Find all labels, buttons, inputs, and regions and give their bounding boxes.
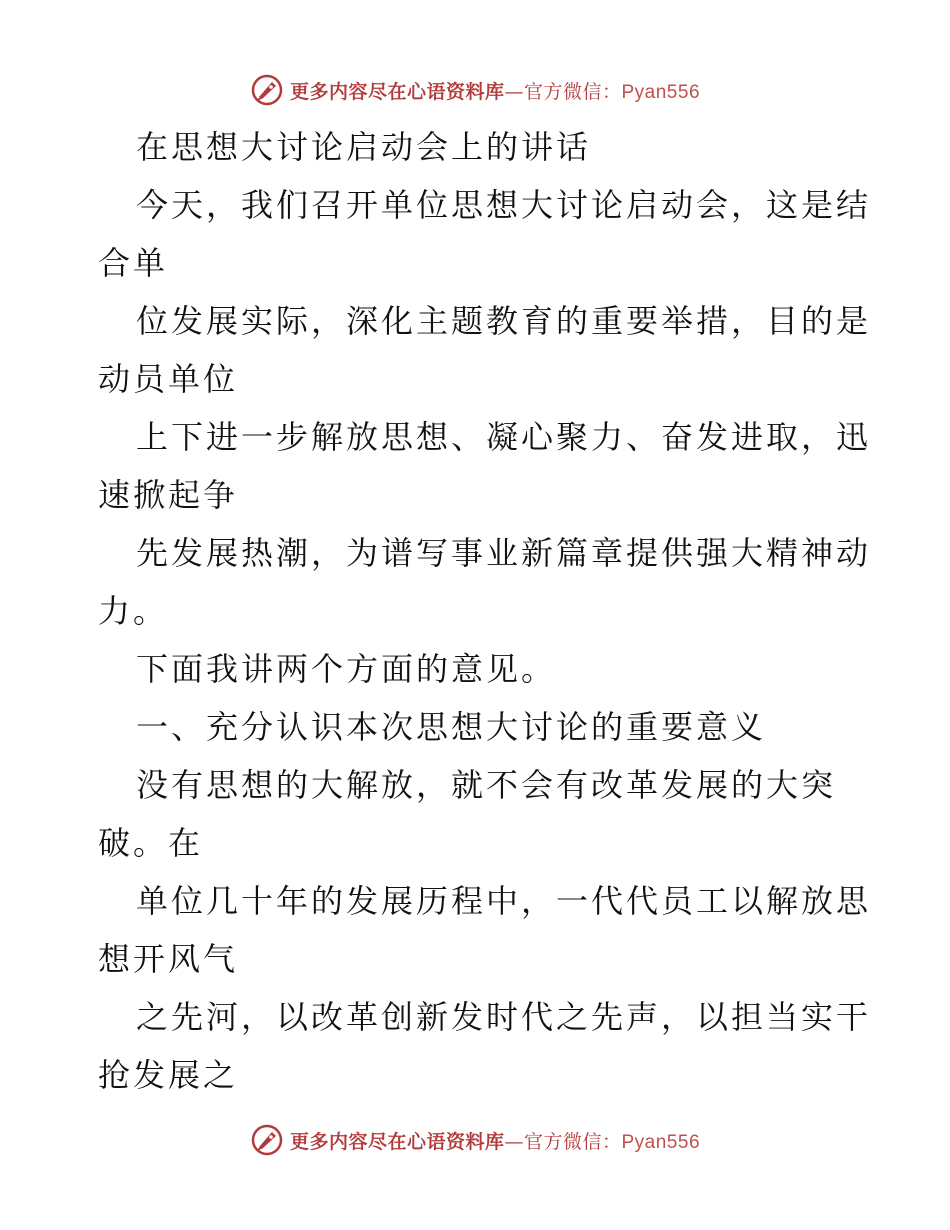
document-line: 合单 [98,244,169,282]
banner-separator: — [504,1130,524,1153]
document-line: 之先河，以改革创新发时代之先声，以担当实干 [136,998,872,1036]
document-line: 今天，我们召开单位思想大讨论启动会，这是结 [136,186,872,224]
document-line: 单位几十年的发展历程中，一代代员工以解放思 [136,882,872,920]
document-line: 没有思想的大解放，就不会有改革发展的大突 [136,766,837,804]
document-line: 力。 [98,592,169,630]
document-line: 速掀起争 [98,476,239,514]
banner-highlight: 更多内容尽在心语资料库 [289,1130,505,1153]
pen-nib-logo-icon [250,1123,284,1157]
pen-nib-logo-icon [250,73,284,107]
banner-separator: — [504,80,524,103]
document-line: 在思想大讨论启动会上的讲话 [136,128,592,166]
document-line: 上下进一步解放思想、凝心聚力、奋发进取，迅 [136,418,872,456]
footer-watermark-banner [0,1120,950,1160]
banner-wechat-id: Pyan556 [621,1131,701,1153]
document-line: 动员单位 [98,360,239,398]
document-line: 一、充分认识本次思想大讨论的重要意义 [136,708,767,746]
banner-text [290,77,700,104]
document-line: 抢发展之 [98,1056,239,1094]
banner-text [290,1127,700,1154]
document-line: 想开风气 [98,940,239,978]
document-line: 破。在 [98,824,204,862]
banner-highlight: 更多内容尽在心语资料库 [289,80,505,103]
document-line: 位发展实际，深化主题教育的重要举措，目的是 [136,302,872,340]
document-line: 下面我讲两个方面的意见。 [136,650,557,688]
banner-contact-label: 官方微信： [523,80,622,103]
banner-wechat-id: Pyan556 [621,81,701,103]
document-line: 先发展热潮，为谱写事业新篇章提供强大精神动 [136,534,872,572]
header-watermark-banner [0,70,950,110]
document-body [98,118,872,1104]
banner-contact-label: 官方微信： [523,1130,622,1153]
